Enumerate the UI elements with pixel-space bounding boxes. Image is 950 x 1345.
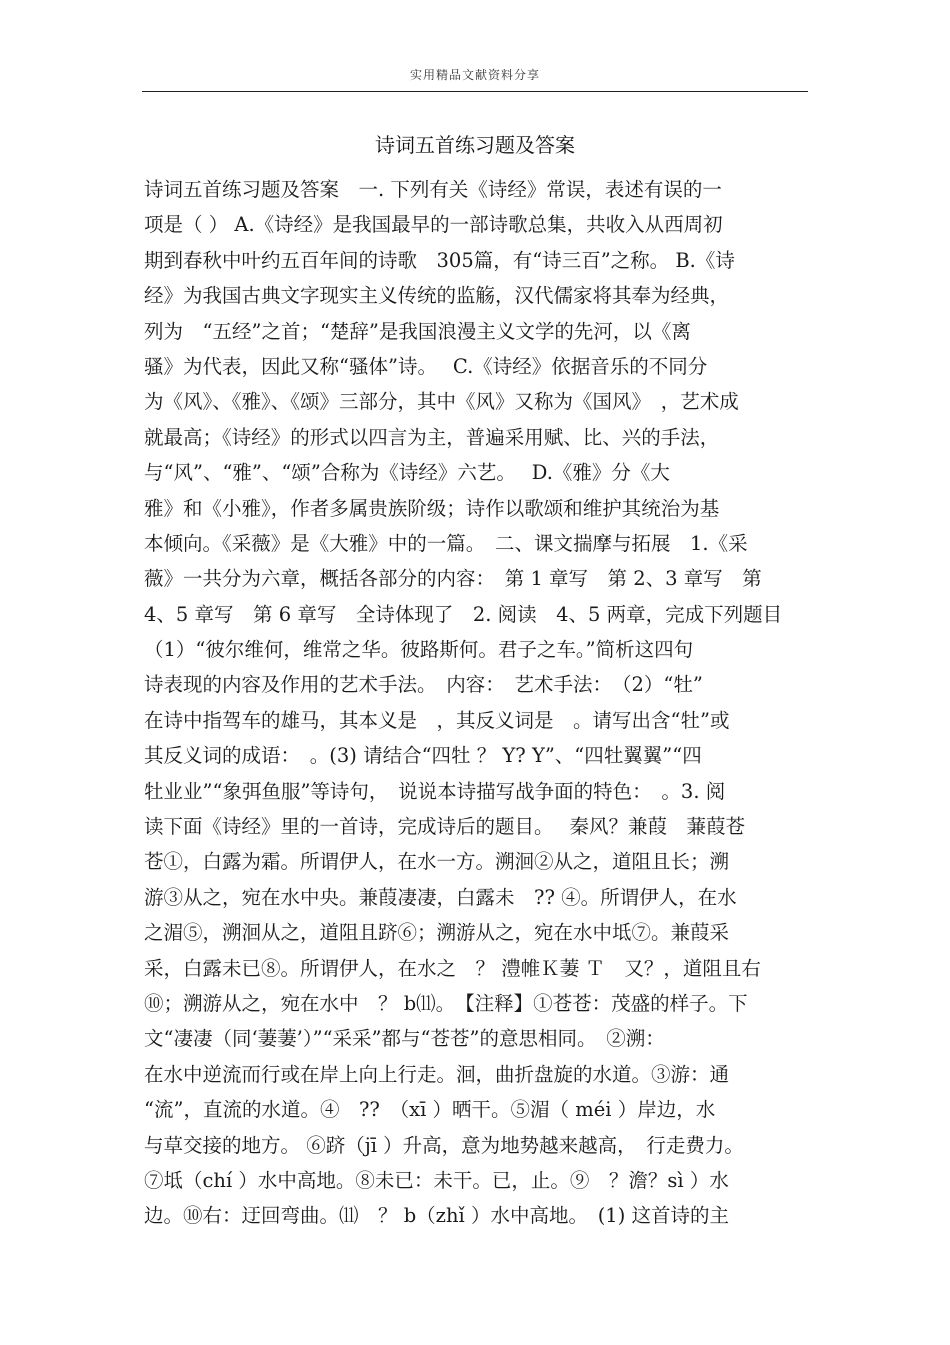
text-line: 期到春秋中叶约五百年间的诗歌 305篇，有“诗三百”之称。 B.《诗 [144, 248, 735, 272]
text-line: 之湄⑤，溯洄从之，道阻且跻⑥；溯游从之，宛在水中坻⑦。兼葭采 [144, 921, 730, 945]
text-line: 与草交接的地方。 ⑥跻（jī ）升高，意为地势越来越高， 行走费力。 [144, 1133, 744, 1157]
text-line: 诗表现的内容及作用的艺术手法。 内容： 艺术手法： （2）“牡” [144, 673, 703, 697]
text-line: 列为 “五经”之首；“楚辞”是我国浪漫主义文学的先河，以《离 [144, 319, 691, 343]
text-line: 就最高；《诗经》的形式以四言为主，普遍采用赋、比、兴的手法， [144, 425, 720, 449]
text-line: （1）“彼尔维何，维常之华。彼路斯何。君子之车。”简析这四句 [144, 638, 694, 662]
text-line: 苍①，白露为霜。所谓伊人，在水一方。溯洄②从之，道阻且长；溯 [144, 850, 730, 874]
text-line: “流”，直流的水道。④ ?? （xī ）晒干。⑤湄（ méi ）岸边，水 [144, 1098, 716, 1122]
text-line: 在诗中指驾车的雄马，其本义是 ，其反义词是 。请写出含“牡”或 [144, 708, 730, 732]
text-line: 为《风》、《雅》、《颂》三部分，其中《风》又称为《国风》 ，艺术成 [144, 390, 739, 414]
text-line: 薇》一共分为六章，概括各部分的内容： 第 1 章写 第 2、3 章写 第 [144, 567, 762, 591]
text-line: 读下面《诗经》里的一首诗，完成诗后的题目。 秦风？兼葭 蒹葭苍 [144, 815, 745, 839]
text-line: 文“凄凄（同‘萋萋’）”“采采”都与“苍苍”的意思相同。 ②溯： [144, 1027, 665, 1051]
text-line: 诗词五首练习题及答案 一. 下列有关《诗经》常误，表述有误的一 [144, 178, 722, 201]
text-line: 采，白露未已⑧。所谓伊人，在水之 ？ 澧帷Ｋ萋 Ｔ 又？，道阻且右 [144, 956, 761, 980]
text-line: ⑩；溯游从之，宛在水中 ？ b⑾。 【注释】①苍苍：茂盛的样子。下 [144, 991, 748, 1015]
document-body [144, 172, 814, 1234]
text-line: 在水中逆流而行或在岸上向上行走。洄，曲折盘旋的水道。③游：通 [144, 1062, 730, 1086]
text-line: ⑦坻（chí ）水中高地。⑧未已：未干。已，止。⑨ ？澹？sì ）水 [144, 1168, 729, 1192]
text-line: 游③从之，宛在水中央。兼葭凄凄，白露未 ?? ④。所谓伊人，在水 [144, 885, 737, 909]
page-header: 实用精品文献资料分享 [409, 68, 540, 82]
text-line: 牡业业”“象弭鱼服”等诗句， 说说本诗描写战争面的特色： 。3. 阅 [144, 779, 726, 803]
text-line: 骚》为代表，因此又称“骚体”诗。 C.《诗经》依据音乐的不同分 [144, 354, 708, 378]
header-divider [142, 91, 808, 92]
text-line: 与“风”、“雅”、“颂”合称为《诗经》六艺。 D.《雅》分《大 [144, 461, 670, 485]
document-title: 诗词五首练习题及答案 [375, 133, 575, 157]
text-line: 本倾向。《采薇》是《大雅》中的一篇。 二、课文揣摩与拓展 1.《采 [144, 531, 748, 555]
text-line: 边。⑩右：迂回弯曲。⑾ ？ b（zhǐ ）水中高地。 (1) 这首诗的主 [144, 1204, 730, 1228]
text-line: 其反义词的成语： 。(3) 请结合“四牡 ？ Y? Y”、“四牡翼翼”“四 [144, 744, 702, 768]
text-line: 4、5 章写 第 6 章写 全诗体现了 2. 阅读 4、5 两章，完成下列题目 [144, 602, 783, 626]
text-line: 项是（ ） A.《诗经》是我国最早的一部诗歌总集，共收入从西周初 [144, 213, 723, 237]
text-line: 经》为我国古典文字现实主义传统的监觞，汉代儒家将其奉为经典， [144, 284, 730, 308]
text-line: 雅》和《小雅》，作者多属贵族阶级；诗作以歌颂和维护其统治为基 [144, 496, 720, 520]
